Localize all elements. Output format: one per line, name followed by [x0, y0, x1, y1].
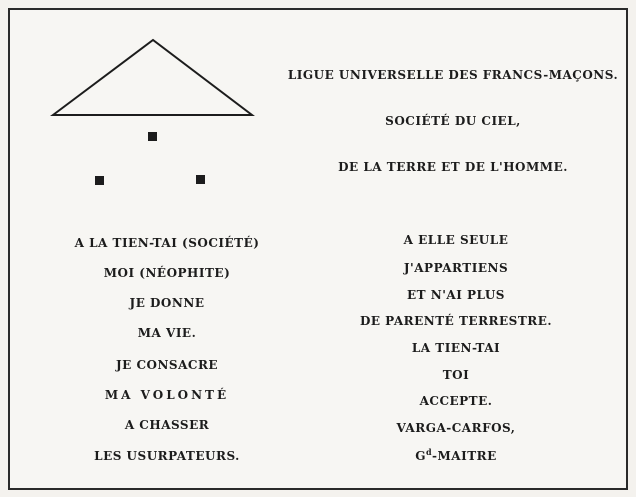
oath-left-line: MA VIE.	[137, 326, 197, 340]
oath-right-line: J'APPARTIENS	[403, 261, 509, 275]
signature	[415, 447, 497, 463]
oath-right-line: LA TIEN-TAI	[411, 341, 501, 355]
header-subtitle: SOCIÉTÉ DU CIEL,	[385, 114, 521, 128]
header-title: LIGUE UNIVERSELLE DES FRANCS-MAÇONS.	[287, 68, 619, 82]
oath-left-line: A LA TIEN-TAI (SOCIÉTÉ)	[74, 236, 260, 250]
square-dot-icon	[95, 176, 104, 185]
signature-prefix: G	[415, 449, 426, 463]
signature-superscript: d	[425, 447, 433, 457]
oath-right-line: DE PARENTÉ TERRESTRE.	[359, 314, 553, 328]
oath-right-line: A ELLE SEULE	[403, 233, 509, 247]
header-subtitle: DE LA TERRE ET DE L'HOMME.	[338, 160, 568, 174]
oath-left-line: LES USURPATEURS.	[94, 449, 240, 463]
oath-right-line: VARGA-CARFOS,	[396, 421, 516, 435]
oath-left-line: JE CONSACRE	[115, 358, 219, 372]
square-dot-icon	[196, 175, 205, 184]
oath-right-line: TOI	[442, 368, 470, 382]
oath-left-line: MOI (NÉOPHITE)	[103, 266, 231, 280]
square-dot-icon	[148, 132, 157, 141]
signature-suffix: -MAITRE	[432, 449, 497, 463]
oath-left-line: JE DONNE	[129, 296, 205, 310]
oath-right-line: ACCEPTE.	[419, 394, 493, 408]
triangle-icon	[53, 40, 252, 115]
oath-left-line: MA VOLONTÉ	[104, 388, 230, 402]
oath-right-line: ET N'AI PLUS	[407, 288, 505, 302]
oath-left-line: A CHASSER	[124, 418, 210, 432]
